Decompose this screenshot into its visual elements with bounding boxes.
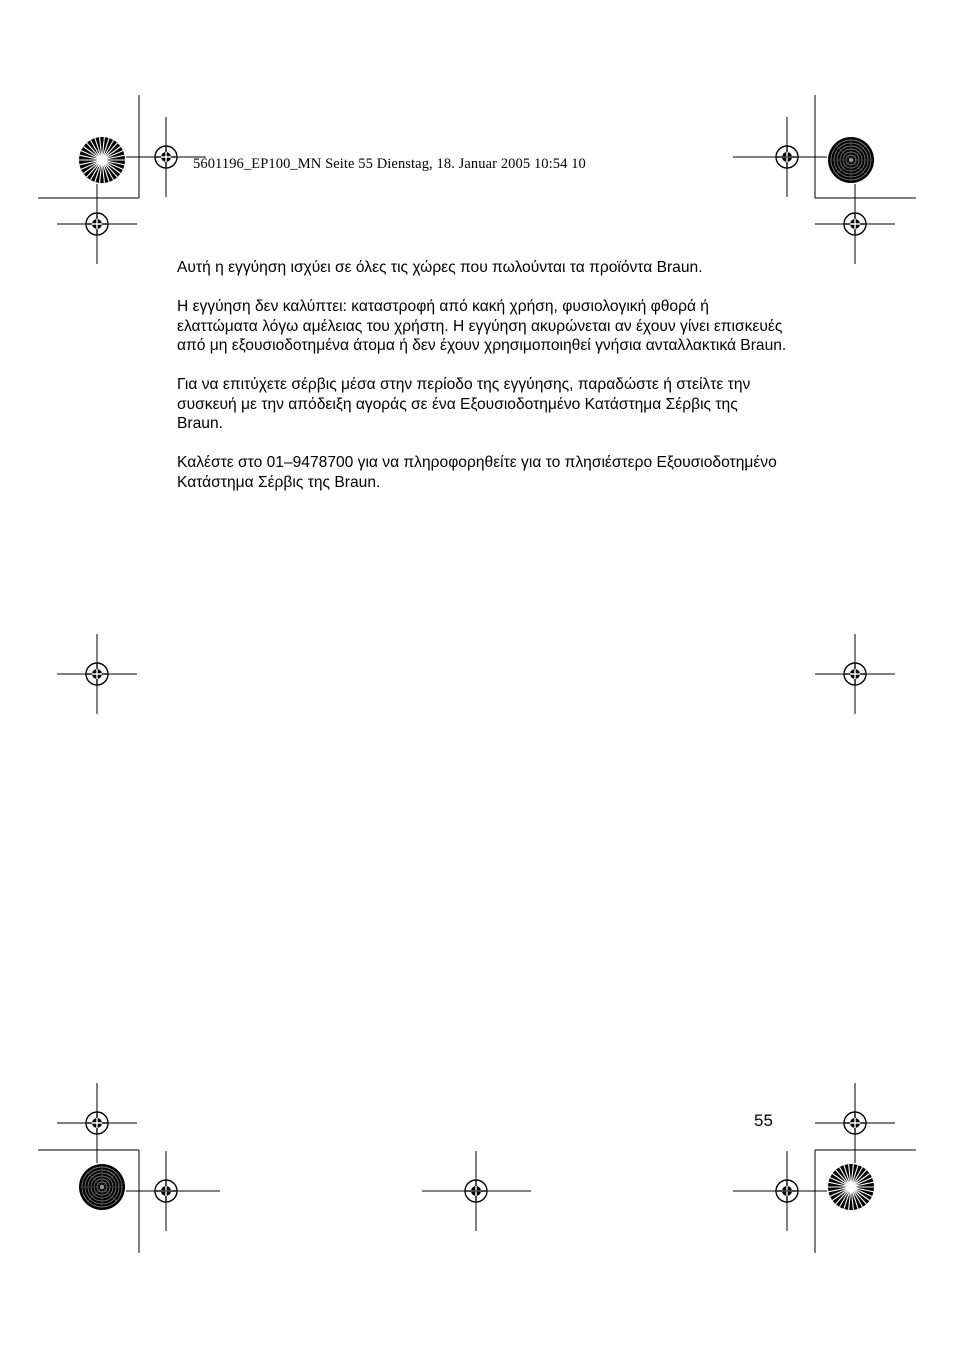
- registration-mark-icon: [815, 1083, 895, 1163]
- print-slug: 5601196_EP100_MN Seite 55 Dienstag, 18. Januar 2005 10:54 10: [193, 156, 586, 172]
- registration-mark-icon: [815, 184, 895, 264]
- starburst-icon: [79, 137, 125, 183]
- page-number: 55: [754, 1111, 773, 1130]
- registration-mark-icon: [57, 1083, 137, 1163]
- paragraph-service-procedure: Για να επιτύχετε σέρβις μέσα στην περίοδο της εγγύησης, παραδώστε ή στείλτε την συσκευή με την απόδειξη αγοράς σε ένα Εξουσιοδοτημένο Κατάστημα Σέρβις της Braun.: [177, 376, 751, 432]
- registration-mark-icon: [57, 634, 137, 714]
- concentric-rings-icon: [828, 137, 874, 183]
- paragraph-contact: Καλέστε στο 01–9478700 για να πληροφορηθείτε για το πλησιέστερο Εξουσιοδοτημένο Κατάστημα Σέρβις της Braun.: [177, 454, 777, 491]
- concentric-rings-icon: [79, 1164, 125, 1210]
- paragraph-exclusions: Η εγγύηση δεν καλύπτει: καταστροφή από κακή χρήση, φυσιολογική φθορά ή ελαττώματα λόγω αμέλειας του χρήστη. Η εγγύηση ακυρώνεται αν έχουν γίνει επισκευές από μη εξουσιοδοτημένα άτομα ή δεν έχουν χρησιμοποιηθεί γνήσια ανταλλακτικά Braun.: [177, 298, 787, 354]
- document-body: [177, 258, 787, 512]
- paragraph-coverage: Αυτή η εγγύηση ισχύει σε όλες τις χώρες που πωλούνται τα προϊόντα Braun.: [177, 259, 703, 276]
- registration-mark-icon: [815, 634, 895, 714]
- starburst-icon: [828, 1164, 874, 1210]
- registration-mark-icon: [57, 184, 137, 264]
